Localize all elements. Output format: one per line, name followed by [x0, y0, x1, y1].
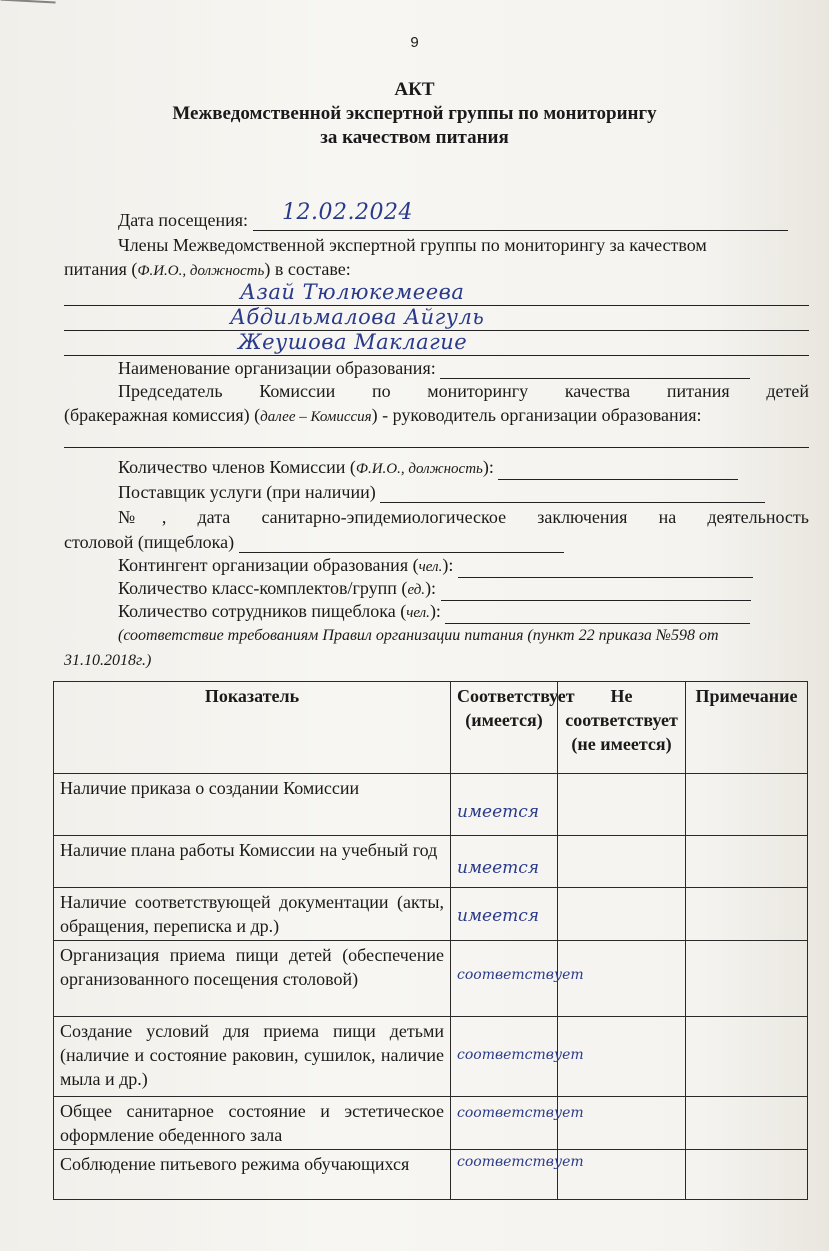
- note-cell: [686, 1150, 808, 1200]
- document-subtitle-line1: Межведомственной экспертной группы по мониторингу: [172, 103, 657, 124]
- members-label-text-end: ) в составе:: [264, 259, 351, 279]
- member-name-2: Абдильмалова Айгуль: [230, 305, 485, 329]
- chair-italic: далее – Комиссия: [260, 409, 372, 425]
- header-note: Примечание: [686, 682, 808, 774]
- members-label-line1: Члены Межведомственной экспертной группы по мониторингу за качеством: [118, 235, 707, 255]
- org-name-row: [64, 357, 809, 379]
- chair-line1: Председатель Комиссии по мониторингу качества питания детей: [118, 381, 809, 401]
- complies-cell: [451, 836, 558, 888]
- sanitary-line2-row: [64, 531, 809, 553]
- not-complies-cell: [558, 774, 686, 836]
- indicators-table: [53, 681, 808, 1200]
- commission-count-text: Количество членов Комиссии (: [118, 457, 356, 477]
- member-line-3: [64, 355, 809, 356]
- supplier-row: [64, 481, 809, 503]
- page-number: 9: [410, 34, 419, 51]
- complies-cell: [451, 888, 558, 941]
- complies-cell: [451, 941, 584, 1017]
- commission-count-blank: [498, 461, 738, 480]
- members-label-line2: [64, 258, 809, 282]
- indicator-cell: Наличие плана работы Комиссии на учебный год: [54, 836, 451, 888]
- contingent-text: Контингент организации образования (: [118, 555, 419, 575]
- visit-date-row: [64, 209, 809, 231]
- staff-italic: чел.: [406, 605, 430, 621]
- indicator-cell: Организация приема пищи детей (обеспечение организованного посещения столовой): [54, 941, 451, 1017]
- classes-blank: [441, 582, 751, 601]
- pen-mark: [0, 0, 56, 25]
- classes-italic: ед.: [407, 582, 426, 598]
- table-row: [54, 836, 808, 888]
- staff-blank: [445, 605, 750, 624]
- visit-date-value: 12.02.2024: [282, 200, 413, 225]
- sanitary-line1: №, дата санитарно-эпидемиологическое заключения на деятельность: [118, 507, 809, 527]
- member-name-3: Жеушова Маклагие: [238, 330, 468, 354]
- table-row: [54, 1150, 808, 1200]
- table-row: [54, 1097, 808, 1150]
- header-not-complies: Не соответствует (не имеется): [558, 682, 686, 774]
- handwritten-mark: имеется: [457, 906, 540, 926]
- table-row: [54, 888, 808, 941]
- complies-cell: [451, 1150, 584, 1200]
- supplier-blank: [380, 484, 765, 503]
- complies-cell: [451, 1017, 584, 1097]
- table-row: [54, 774, 808, 836]
- document-subtitle-line2: за качеством питания: [320, 127, 509, 148]
- supplier-label: Поставщик услуги (при наличии): [118, 482, 376, 502]
- indicator-cell: Наличие приказа о создании Комиссии: [54, 774, 451, 836]
- indicator-cell: Наличие соответствующей документации (акты, обращения, переписка и др.): [54, 888, 451, 941]
- handwritten-mark: имеется: [457, 802, 540, 822]
- handwritten-mark: соответствует: [457, 1105, 584, 1121]
- sanitary-line2: столовой (пищеблока): [64, 532, 235, 552]
- staff-row: [64, 600, 809, 624]
- note-cell: [686, 774, 808, 836]
- header-complies: Соответствует (имеется): [451, 682, 558, 774]
- header-indicator: Показатель: [54, 682, 451, 774]
- chair-line2: [64, 404, 809, 428]
- contingent-text-end: ):: [442, 555, 454, 575]
- not-complies-cell: [558, 888, 686, 941]
- chair-text: (бракеражная комиссия) (: [64, 405, 261, 425]
- note-cell: [686, 941, 808, 1017]
- member-name-1: Азай Тюлюкемеева: [240, 280, 465, 304]
- staff-text: Количество сотрудников пищеблока (: [118, 601, 407, 621]
- table-row: [54, 941, 808, 1017]
- handwritten-mark: имеется: [457, 858, 540, 878]
- commission-count-italic: Ф.И.О., должность: [355, 461, 483, 477]
- chair-text-end: ) - руководитель организации образования:: [371, 405, 702, 425]
- complies-cell: [451, 774, 558, 836]
- not-complies-cell: [558, 836, 686, 888]
- commission-count-text-end: ):: [482, 457, 494, 477]
- members-label-text: питания (: [64, 259, 138, 279]
- handwritten-mark: соответствует: [457, 1047, 584, 1063]
- note-line1: (соответствие требованиям Правил организации питания (пункт 22 приказа №598 от: [118, 627, 719, 644]
- contingent-blank: [458, 559, 753, 578]
- sanitary-blank: [239, 534, 564, 553]
- classes-text-end: ):: [425, 578, 437, 598]
- classes-text: Количество класс-комплектов/групп (: [118, 578, 408, 598]
- note-cell: [686, 888, 808, 941]
- note-cell: [686, 1097, 808, 1150]
- table-header-row: [54, 682, 808, 774]
- note-cell: [686, 836, 808, 888]
- table-row: [54, 1017, 808, 1097]
- members-label-italic: Ф.И.О., должность: [137, 263, 265, 279]
- document-title: АКТ: [394, 79, 435, 100]
- indicator-cell: Создание условий для приема пищи детьми (наличие и состояние раковин, сушилок, наличие мыла и др.): [54, 1017, 451, 1097]
- staff-text-end: ):: [429, 601, 441, 621]
- visit-date-label: Дата посещения:: [118, 210, 249, 230]
- handwritten-mark: соответствует: [457, 967, 584, 983]
- org-name-blank: [440, 360, 750, 379]
- handwritten-mark: соответствует: [457, 1154, 584, 1170]
- classes-row: [64, 577, 809, 601]
- indicator-cell: Общее санитарное состояние и эстетическое оформление обеденного зала: [54, 1097, 451, 1150]
- note-cell: [686, 1017, 808, 1097]
- note-line2: 31.10.2018г.): [64, 652, 152, 669]
- contingent-row: [64, 554, 809, 578]
- contingent-italic: чел.: [418, 559, 443, 575]
- chair-blank-line: [64, 447, 809, 448]
- org-name-label: Наименование организации образования:: [118, 358, 436, 378]
- commission-count-row: [64, 456, 809, 480]
- complies-cell: [451, 1097, 584, 1150]
- indicator-cell: Соблюдение питьевого режима обучающихся: [54, 1150, 451, 1200]
